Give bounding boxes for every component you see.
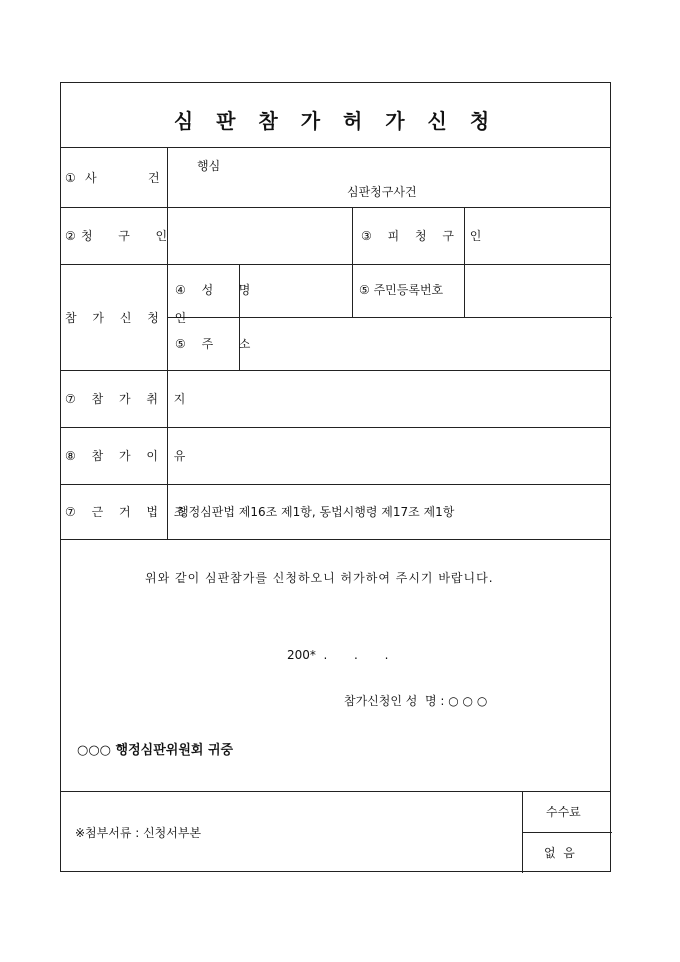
case-prefix: 행심	[197, 159, 221, 173]
applicant-address-label: ⑤ 주 소	[175, 337, 257, 351]
divider	[61, 791, 610, 792]
respondent-label: ③ 피 청 구 인	[361, 229, 488, 243]
claimant-label-number: ②	[65, 229, 76, 243]
fee-label: 수수료	[546, 805, 581, 819]
legal-basis-value: 행정심판법 제16조 제1항, 동법시행령 제17조 제1항	[177, 505, 455, 519]
label-column-divider	[167, 147, 168, 539]
divider	[61, 370, 610, 371]
attachments-note: ※첨부서류 : 신청서부본	[75, 826, 202, 840]
divider	[61, 539, 610, 540]
application-date: 200* . . .	[287, 648, 389, 662]
applicant-signature: 참가신청인 성 명 : ○ ○ ○	[344, 694, 488, 708]
divider	[61, 264, 610, 265]
purpose-label: ⑦ 참 가 취 지	[65, 392, 192, 406]
applicant-label: 참 가 신 청 인	[65, 311, 193, 325]
divider	[522, 832, 612, 833]
column-divider	[239, 264, 240, 370]
case-label-end: 건	[148, 171, 160, 185]
divider	[61, 147, 610, 148]
fee-value: 없 음	[544, 846, 575, 860]
addressee: ○○○ 행정심판위원회 귀중	[77, 743, 234, 758]
case-label-number: ①	[65, 171, 76, 185]
application-statement: 위와 같이 심판참가를 신청하오니 허가하여 주시기 바랍니다.	[145, 571, 494, 585]
divider	[61, 484, 610, 485]
legal-basis-label: ⑦ 근 거 법 조	[65, 505, 192, 519]
claimant-label: 청 구 인	[81, 229, 174, 243]
applicant-name-label: ④ 성 명	[175, 283, 257, 297]
applicant-id-label: ⑤ 주민등록번호	[359, 283, 444, 297]
divider	[61, 207, 610, 208]
reason-label: ⑧ 참 가 이 유	[65, 449, 192, 463]
case-name: 심판청구사건	[347, 185, 417, 199]
column-divider	[464, 207, 465, 317]
fee-column-divider	[522, 791, 523, 873]
form-title: 심 판 참 가 허 가 신 청	[173, 109, 498, 133]
column-divider	[352, 207, 353, 317]
application-form	[60, 82, 611, 872]
divider	[167, 317, 612, 318]
divider	[61, 427, 610, 428]
case-label-start: 사	[85, 171, 97, 185]
